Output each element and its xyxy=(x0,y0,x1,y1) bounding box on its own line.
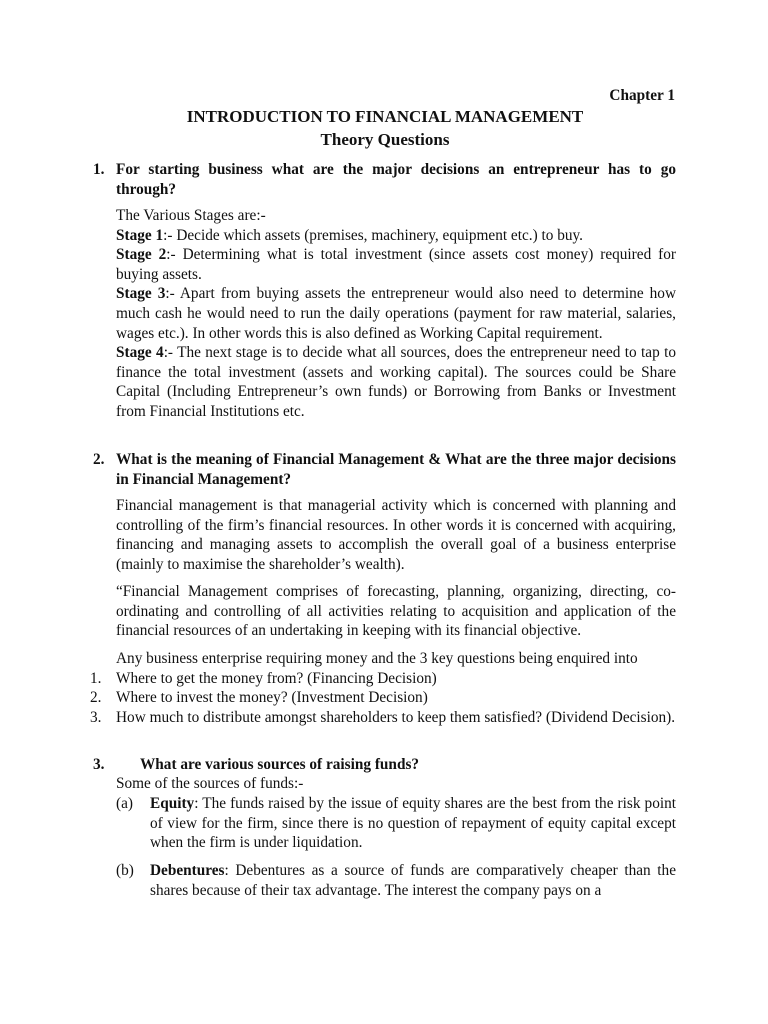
list-number: 1. xyxy=(90,669,102,687)
chapter-label: Chapter 1 xyxy=(609,87,675,104)
stage-item xyxy=(116,245,676,284)
answer-1 xyxy=(116,206,676,422)
question-3: What are various sources of raising funds? xyxy=(140,756,420,773)
answer-2-para-3 xyxy=(90,649,676,727)
question-2: What is the meaning of Financial Management & What are the three major decisions in Financial Management? xyxy=(116,451,676,488)
answer-2-para-1: Financial management is that managerial activity which is concerned with planning and controlling of the firm’s financial resources. In other words it is concerned with acquiring, financing and managing assets to accomplish the overall goal of a business enterprise (mainly to maximise the shareholder’s wealth). xyxy=(116,497,676,573)
stage-label: Stage 3 xyxy=(116,285,166,303)
question-number: 3. xyxy=(93,756,105,773)
list-text: How much to distribute amongst shareholders to keep them satisfied? (Dividend Decision). xyxy=(116,708,676,726)
item-text: : The funds raised by the issue of equity shares are the best from the risk point of view for the firm, since there is no question of repayment of equity capital except when the firm is under liquidation. xyxy=(150,795,676,852)
stage-item xyxy=(116,343,676,421)
answer-intro: The Various Stages are:- xyxy=(116,207,266,224)
list-item xyxy=(90,688,676,708)
stage-item xyxy=(116,226,676,246)
answer-2-para-2: “Financial Management comprises of forecasting, planning, organizing, directing, co-ordinating and controlling of all activities relating to acquisition and application of the financial resources of an undertaking in keeping with its financial objective. xyxy=(116,583,676,640)
document-title: INTRODUCTION TO FINANCIAL MANAGEMENT xyxy=(186,107,584,126)
stage-label: Stage 2 xyxy=(116,246,167,264)
stage-label: Stage 1 xyxy=(116,226,164,244)
list-item xyxy=(90,708,676,728)
question-number: 1. xyxy=(93,161,105,178)
question-number: 2. xyxy=(93,451,105,468)
list-item xyxy=(90,669,676,689)
stage-text: :- Decide which assets (premises, machinery, equipment etc.) to buy. xyxy=(163,226,583,244)
answer-3-intro: Some of the sources of funds:- xyxy=(116,775,304,792)
stage-text: :- Determining what is total investment (since assets cost money) required for buying assets. xyxy=(116,246,676,283)
item-label: (b) xyxy=(116,862,134,879)
list-number: 3. xyxy=(90,708,102,726)
list-text: Where to invest the money? (Investment Decision) xyxy=(116,689,428,707)
answer-3-item-b xyxy=(116,861,676,900)
stage-item xyxy=(116,284,676,343)
item-text: : Debentures as a source of funds are comparatively cheaper than the shares because of their tax advantage. The interest the company pays on a xyxy=(150,862,676,899)
list-text: Where to get the money from? (Financing Decision) xyxy=(116,669,437,687)
question-1: For starting business what are the major decisions an entrepreneur has to go through? xyxy=(116,161,676,198)
list-number: 2. xyxy=(90,689,102,707)
stage-label: Stage 4 xyxy=(116,344,164,362)
stage-text: :- Apart from buying assets the entrepreneur would also need to determine how much cash he would need to run the daily operations (payment for raw material, salaries, wages etc.). In other words this is also defined as Working Capital requirement. xyxy=(116,285,676,342)
item-term: Debentures xyxy=(150,862,225,879)
item-label: (a) xyxy=(116,795,133,812)
answer-3-item-a xyxy=(116,794,676,853)
answer-text: Any business enterprise requiring money and the 3 key questions being enquired into xyxy=(116,650,638,667)
document-subtitle: Theory Questions xyxy=(320,130,450,149)
item-term: Equity xyxy=(150,795,195,812)
stage-text: :- The next stage is to decide what all sources, does the entrepreneur need to tap to finance the total investment (assets and working capital). The sources could be Share Capital (Including Entrepreneur’s own funds) or Borrowing from Banks or Investment from Financial Institutions etc. xyxy=(116,344,676,420)
